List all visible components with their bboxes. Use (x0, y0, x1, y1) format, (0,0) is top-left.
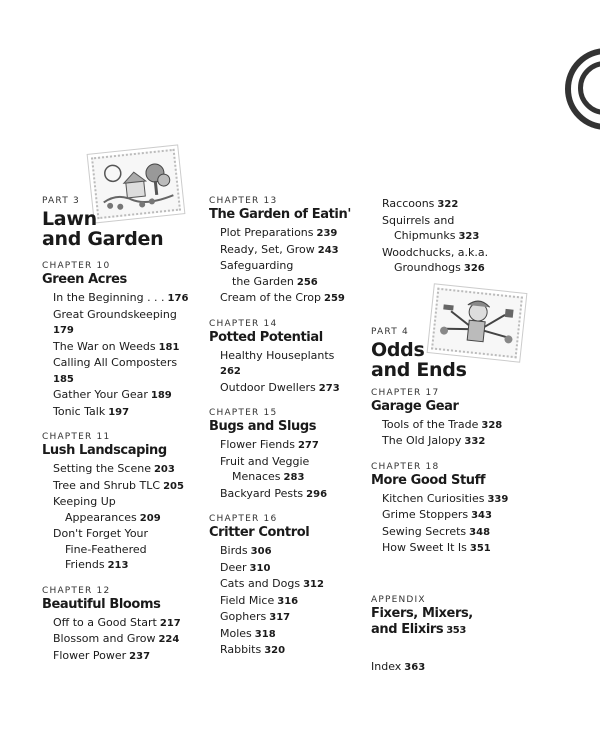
chapter-label: CHAPTER 10 (42, 261, 111, 271)
toc-entry[interactable]: Grime Stoppers 343 (382, 508, 492, 521)
toc-entry[interactable]: Outdoor Dwellers 273 (220, 380, 340, 394)
toc-entry[interactable]: How Sweet It Is 351 (382, 541, 491, 554)
toc-entry[interactable]: Deer 310 (220, 560, 271, 574)
chapter-title[interactable]: Lush Landscaping (42, 443, 167, 458)
part-title-line1: Odds (371, 338, 425, 361)
toc-entry[interactable]: Raccoons 322 (382, 197, 459, 210)
toc-column-1 (42, 196, 202, 664)
toc-entry[interactable]: Setting the Scene 203 (53, 462, 175, 475)
chapter-title[interactable]: Green Acres (42, 272, 127, 287)
toc-entry[interactable]: Sewing Secrets 348 (382, 524, 491, 538)
chapter-title[interactable]: Critter Control (209, 525, 310, 540)
toc-entry[interactable]: Moles 318 (220, 626, 276, 640)
chapter-label: CHAPTER 13 (209, 196, 278, 206)
toc-column-3 (371, 196, 541, 675)
chapter-title[interactable]: Garage Gear (371, 398, 459, 414)
toc-entry[interactable]: Blossom and Grow 224 (53, 632, 180, 645)
toc-entry[interactable]: Rabbits 320 (220, 643, 286, 656)
toc-entry[interactable]: Gophers 317 (220, 610, 291, 623)
toc-entry[interactable]: Keeping Up Appearances 209 (53, 495, 161, 524)
toc-entry[interactable]: Ready, Set, Grow 243 (220, 242, 339, 256)
toc-entry[interactable]: Off to a Good Start 217 (53, 615, 181, 629)
toc-entry[interactable]: Plot Preparations 239 (220, 226, 338, 239)
toc-entry[interactable]: Gather Your Gear 189 (53, 388, 172, 401)
toc-entry[interactable]: Kitchen Curiosities 339 (382, 491, 509, 505)
toc-entry[interactable]: Flower Fiends 277 (220, 438, 319, 451)
appendix-label: APPENDIX (371, 594, 426, 605)
part-title-line2: and Ends (371, 358, 467, 381)
chapter-title[interactable]: The Garden of Eatin' (209, 207, 351, 222)
toc-entry[interactable]: Tools of the Trade 328 (382, 417, 503, 431)
toc-entry[interactable]: Calling All Composters 185 (53, 356, 178, 385)
appendix-title[interactable] (371, 606, 541, 639)
part-label: PART 4 (371, 326, 409, 337)
toc-entry[interactable]: The Old Jalopy 332 (382, 434, 486, 447)
toc-entry[interactable]: Squirrels and Chipmunks 323 (382, 213, 480, 242)
chapter-title[interactable]: Potted Potential (209, 329, 323, 345)
appendix-page: 353 (446, 624, 466, 636)
toc-entry[interactable]: Healthy Houseplants 262 (220, 348, 335, 377)
toc-entry[interactable]: The War on Weeds 181 (53, 339, 180, 353)
toc-entry[interactable]: Tonic Talk 197 (53, 404, 130, 418)
chapter-label: CHAPTER 16 (209, 514, 278, 524)
chapter-label: CHAPTER 17 (371, 387, 440, 398)
toc-entry[interactable]: Flower Power 237 (53, 648, 151, 662)
toc-entry[interactable]: Don't Forget Your Fine-Feathered Friends 213 (53, 527, 149, 571)
chapter-title[interactable]: Beautiful Blooms (42, 596, 161, 612)
part-title[interactable] (371, 340, 541, 380)
toc-entry[interactable]: Backyard Pests 296 (220, 486, 328, 500)
appendix-title-line1: Fixers, Mixers, (371, 605, 473, 621)
toc-entry[interactable]: Cats and Dogs 312 (220, 577, 324, 590)
chapter-label: CHAPTER 11 (42, 432, 111, 442)
chapter-label: CHAPTER 14 (209, 318, 278, 329)
part-label: PART 3 (42, 196, 80, 206)
toc-entry[interactable]: Field Mice 316 (220, 593, 299, 607)
chapter-label: CHAPTER 18 (371, 461, 440, 472)
toc-entry[interactable]: Tree and Shrub TLC 205 (53, 478, 184, 492)
toc-entry[interactable]: Great Groundskeeping 179 (53, 307, 177, 336)
index-entry[interactable]: Index 363 (371, 659, 426, 673)
chapter-label: CHAPTER 15 (209, 408, 278, 418)
chapter-label: CHAPTER 12 (42, 585, 111, 596)
toc-entry[interactable]: In the Beginning . . . 176 (53, 291, 189, 304)
toc-entry[interactable]: Fruit and Veggie Menaces 283 (220, 454, 310, 483)
part-title-line2: and Garden (42, 228, 164, 250)
chapter-title[interactable]: Bugs and Slugs (209, 419, 317, 434)
appendix-title-line2: and Elixirs (371, 621, 444, 637)
toc-entry[interactable]: Woodchucks, a.k.a. Groundhogs 326 (382, 245, 489, 274)
toc-entry[interactable]: Cream of the Crop 259 (220, 291, 345, 304)
toc-column-2 (209, 196, 369, 659)
chapter-title[interactable]: More Good Stuff (371, 472, 486, 488)
toc-entry[interactable]: Birds 306 (220, 544, 272, 557)
toc-entry[interactable]: Safeguarding the Garden 256 (220, 259, 318, 288)
part-title[interactable] (42, 209, 202, 249)
part-title-line1: Lawn (42, 208, 97, 230)
